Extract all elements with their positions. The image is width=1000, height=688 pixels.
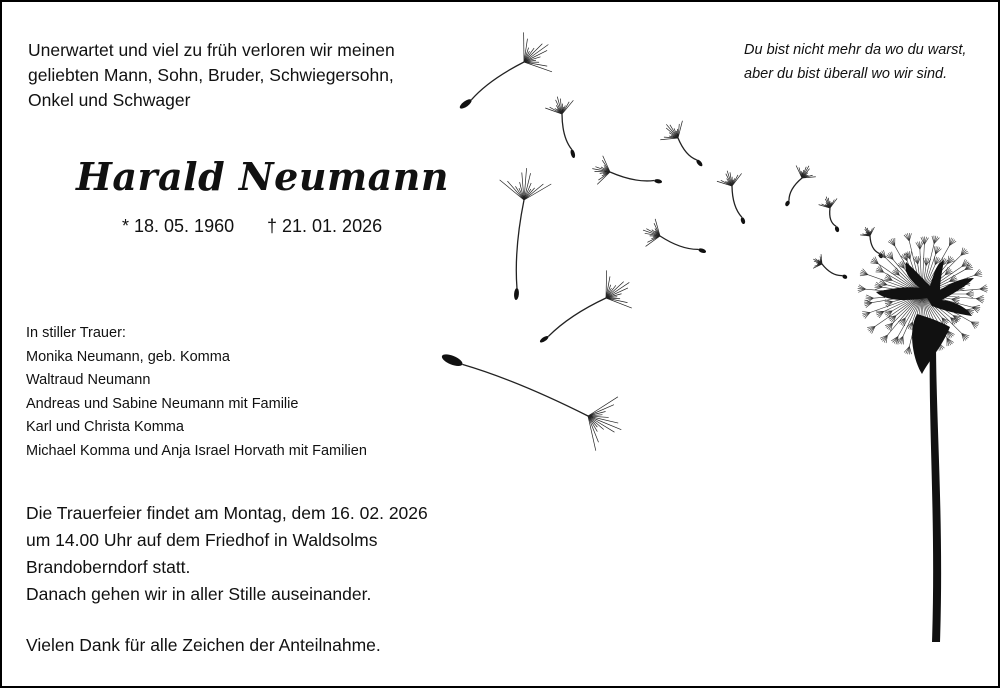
floating-seed	[458, 32, 552, 110]
mourner-entry: Monika Neumann, geb. Komma	[26, 348, 230, 365]
mourners-heading: In stiller Trauer:	[26, 325, 126, 341]
quote-line: Du bist nicht mehr da wo du warst,	[744, 42, 967, 58]
floating-seed	[784, 165, 816, 207]
mourner-entry: Andreas und Sabine Neumann mit Familie	[26, 395, 299, 412]
thanks-text: Vielen Dank für alle Zeichen der Anteilnahme.	[26, 635, 381, 655]
intro-line: Onkel und Schwager	[28, 90, 191, 110]
intro-line: Unerwartet und viel zu früh verloren wir meinen	[28, 40, 395, 60]
funeral-line: Die Trauerfeier findet am Montag, dem 16. 02. 2026	[26, 503, 428, 523]
floating-seed	[813, 254, 848, 280]
floating-seed	[440, 352, 621, 451]
floating-seed	[660, 121, 703, 168]
dandelion-flower	[858, 233, 988, 642]
floating-seed	[545, 97, 576, 159]
dandelion-illustration	[2, 2, 998, 686]
deceased-name: Harald Neumann	[76, 154, 450, 199]
floating-seed	[643, 219, 707, 254]
mourner-entry: Karl und Christa Komma	[26, 419, 184, 435]
birth-date: * 18. 05. 1960	[122, 216, 235, 236]
funeral-line: Danach gehen wir in aller Stille auseinander.	[26, 584, 372, 604]
funeral-line: um 14.00 Uhr auf dem Friedhof in Waldsolms	[26, 530, 378, 550]
intro-line: geliebten Mann, Sohn, Bruder, Schwiegersohn,	[28, 65, 394, 85]
funeral-line: Brandoberndorf statt.	[26, 557, 191, 577]
quote-line: aber du bist überall wo wir sind.	[744, 66, 948, 82]
mourner-entry: Waltraud Neumann	[26, 372, 151, 388]
floating-seed	[717, 171, 746, 225]
floating-seed	[819, 197, 840, 233]
floating-seed	[592, 156, 662, 185]
floating-seed	[500, 168, 552, 300]
death-date: † 21. 01. 2026	[267, 216, 383, 236]
mourner-entry: Michael Komma und Anja Israel Horvath mit Familien	[26, 442, 367, 459]
floating-seed	[539, 270, 632, 343]
